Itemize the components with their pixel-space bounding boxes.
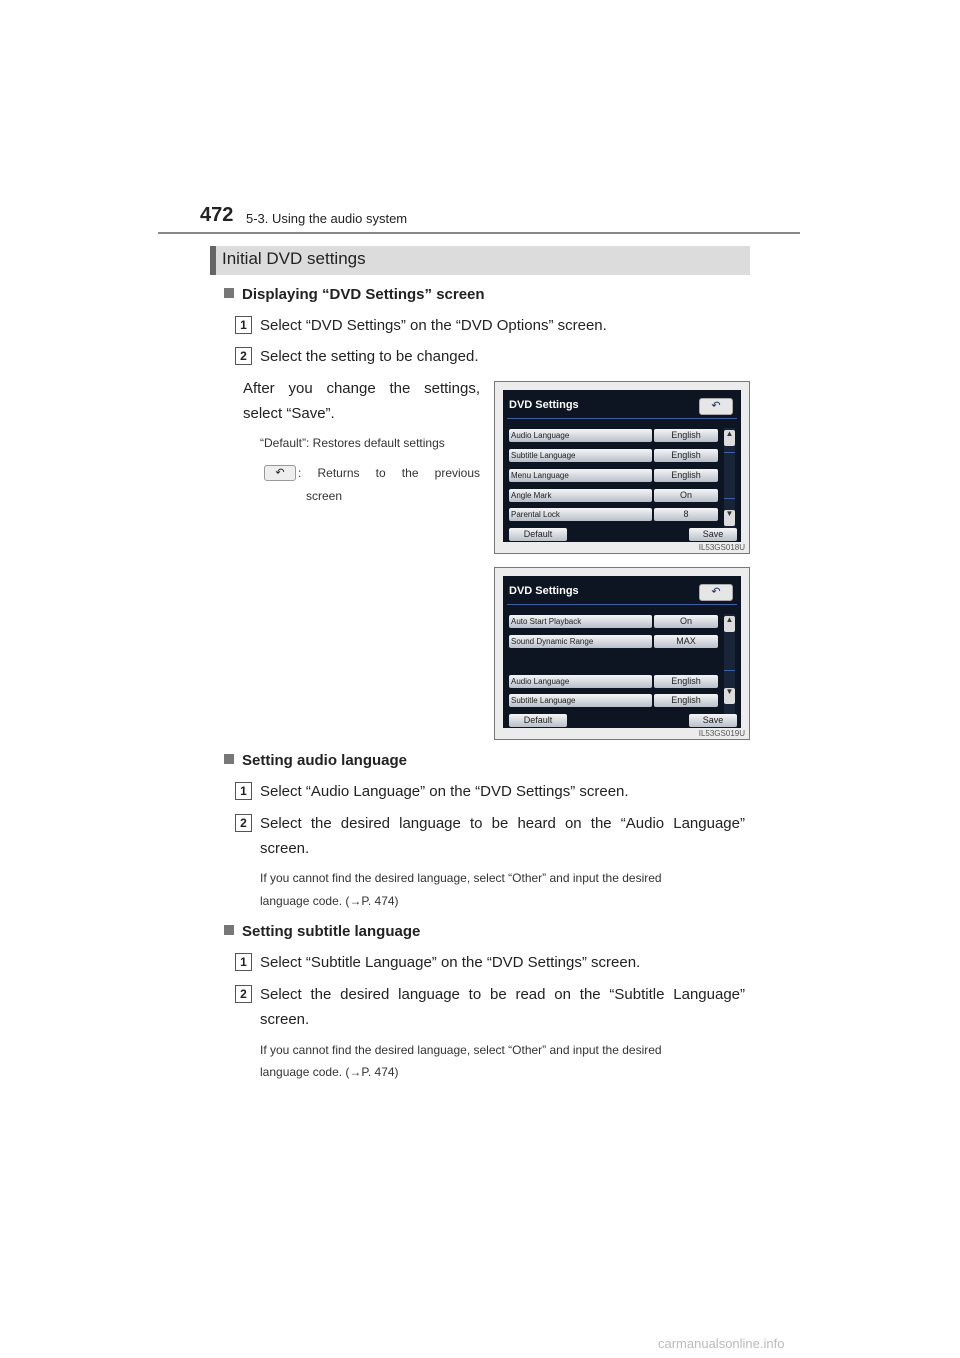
default-button[interactable]: Default <box>509 714 567 727</box>
page-number: 472 <box>200 204 234 226</box>
back-arrow-icon: ↶ <box>264 465 296 481</box>
arrow-up-icon: ▲ <box>725 429 734 438</box>
step-number-1: 1 <box>235 316 252 334</box>
setting-row-audio-language[interactable]: Audio Language <box>509 675 652 688</box>
subheading-audio-language <box>224 752 407 769</box>
header-rule <box>158 232 800 234</box>
note-text-cont: language code. (→P. 474) <box>260 894 399 908</box>
subheading-text: Displaying “DVD Settings” screen <box>242 286 485 303</box>
after-text-line2: select “Save”. <box>243 405 335 422</box>
after-text-line1: After you change the settings, <box>243 380 480 397</box>
back-button[interactable] <box>699 398 733 415</box>
setting-value[interactable]: English <box>654 449 718 462</box>
scroll-divider <box>724 670 735 671</box>
step-number-1: 1 <box>235 782 252 800</box>
setting-row-subtitle-language[interactable]: Subtitle Language <box>509 449 652 462</box>
step-text-cont: screen. <box>260 840 310 857</box>
subheading-subtitle-language <box>224 923 420 940</box>
step-text: Select the setting to be changed. <box>260 348 479 365</box>
setting-value[interactable]: English <box>654 675 718 688</box>
watermark: carmanualsonline.info <box>658 1336 785 1351</box>
figure-code: IL53GS018U <box>698 543 745 552</box>
step-text: Select the desired language to be heard on the “Audio Language” <box>260 815 745 832</box>
section-title: Initial DVD settings <box>222 249 366 268</box>
setting-value[interactable]: 8 <box>654 508 718 521</box>
note-default: “Default”: Restores default settings <box>260 436 445 450</box>
subheading-text: Setting subtitle language <box>242 923 421 940</box>
save-button[interactable]: Save <box>689 714 737 727</box>
setting-value[interactable]: MAX <box>654 635 718 648</box>
square-bullet-icon <box>224 925 234 935</box>
setting-row-audio-language[interactable]: Audio Language <box>509 429 652 442</box>
default-button[interactable]: Default <box>509 528 567 541</box>
arrow-down-icon: ▼ <box>725 687 734 696</box>
step-text: Select “Audio Language” on the “DVD Settings” screen. <box>260 783 629 800</box>
back-button[interactable] <box>699 584 733 601</box>
dvd-settings-screen <box>503 576 741 728</box>
divider <box>507 418 737 419</box>
setting-value[interactable]: English <box>654 429 718 442</box>
back-arrow-icon: ↶ <box>711 586 721 598</box>
scroll-down-button[interactable] <box>724 510 735 526</box>
scroll-down-button[interactable] <box>724 688 735 704</box>
setting-value[interactable]: English <box>654 694 718 707</box>
square-bullet-icon <box>224 754 234 764</box>
divider <box>507 604 737 605</box>
dvd-settings-screen <box>503 390 741 542</box>
save-button[interactable]: Save <box>689 528 737 541</box>
note-text: If you cannot find the desired language, select “Other” and input the desired <box>260 871 662 885</box>
arrow-down-icon: ▼ <box>725 509 734 518</box>
arrow-up-icon: ▲ <box>725 615 734 624</box>
back-arrow-icon: ↶ <box>711 400 721 412</box>
screenshot-dvd-settings-1 <box>494 381 750 554</box>
screen-title: DVD Settings <box>509 585 579 597</box>
step-number-2: 2 <box>235 985 252 1003</box>
note-text-cont: language code. (→P. 474) <box>260 1065 399 1079</box>
screenshot-dvd-settings-2 <box>494 567 750 740</box>
setting-value[interactable]: On <box>654 615 718 628</box>
scroll-divider <box>724 498 735 499</box>
step-text-cont: screen. <box>260 1011 310 1028</box>
note-back-line1: : Returns to the previous <box>298 466 480 480</box>
note-back-line2: screen <box>306 489 343 503</box>
figure-code: IL53GS019U <box>698 729 745 738</box>
step-number-2: 2 <box>235 347 252 365</box>
setting-value[interactable]: English <box>654 469 718 482</box>
setting-value[interactable]: On <box>654 489 718 502</box>
square-bullet-icon <box>224 288 234 298</box>
setting-row-auto-start-playback[interactable]: Auto Start Playback <box>509 615 652 628</box>
subheading-text: Setting audio language <box>242 752 408 769</box>
scroll-up-button[interactable] <box>724 430 735 446</box>
subheading-displaying <box>224 286 485 303</box>
note-text: If you cannot find the desired language, select “Other” and input the desired <box>260 1043 662 1057</box>
setting-row-menu-language[interactable]: Menu Language <box>509 469 652 482</box>
scroll-up-button[interactable] <box>724 616 735 632</box>
chapter-title: 5-3. Using the audio system <box>246 211 408 226</box>
step-text: Select “Subtitle Language” on the “DVD Settings” screen. <box>260 954 641 971</box>
scroll-divider <box>724 452 735 453</box>
setting-row-sound-dynamic-range[interactable]: Sound Dynamic Range <box>509 635 652 648</box>
step-number-2: 2 <box>235 814 252 832</box>
step-text: Select the desired language to be read on the “Subtitle Language” <box>260 986 745 1003</box>
setting-row-parental-lock[interactable]: Parental Lock <box>509 508 652 521</box>
step-number-1: 1 <box>235 953 252 971</box>
setting-row-subtitle-language[interactable]: Subtitle Language <box>509 694 652 707</box>
screen-title: DVD Settings <box>509 399 579 411</box>
empty-row <box>509 655 718 668</box>
setting-row-angle-mark[interactable]: Angle Mark <box>509 489 652 502</box>
step-text: Select “DVD Settings” on the “DVD Options” screen. <box>260 317 607 334</box>
